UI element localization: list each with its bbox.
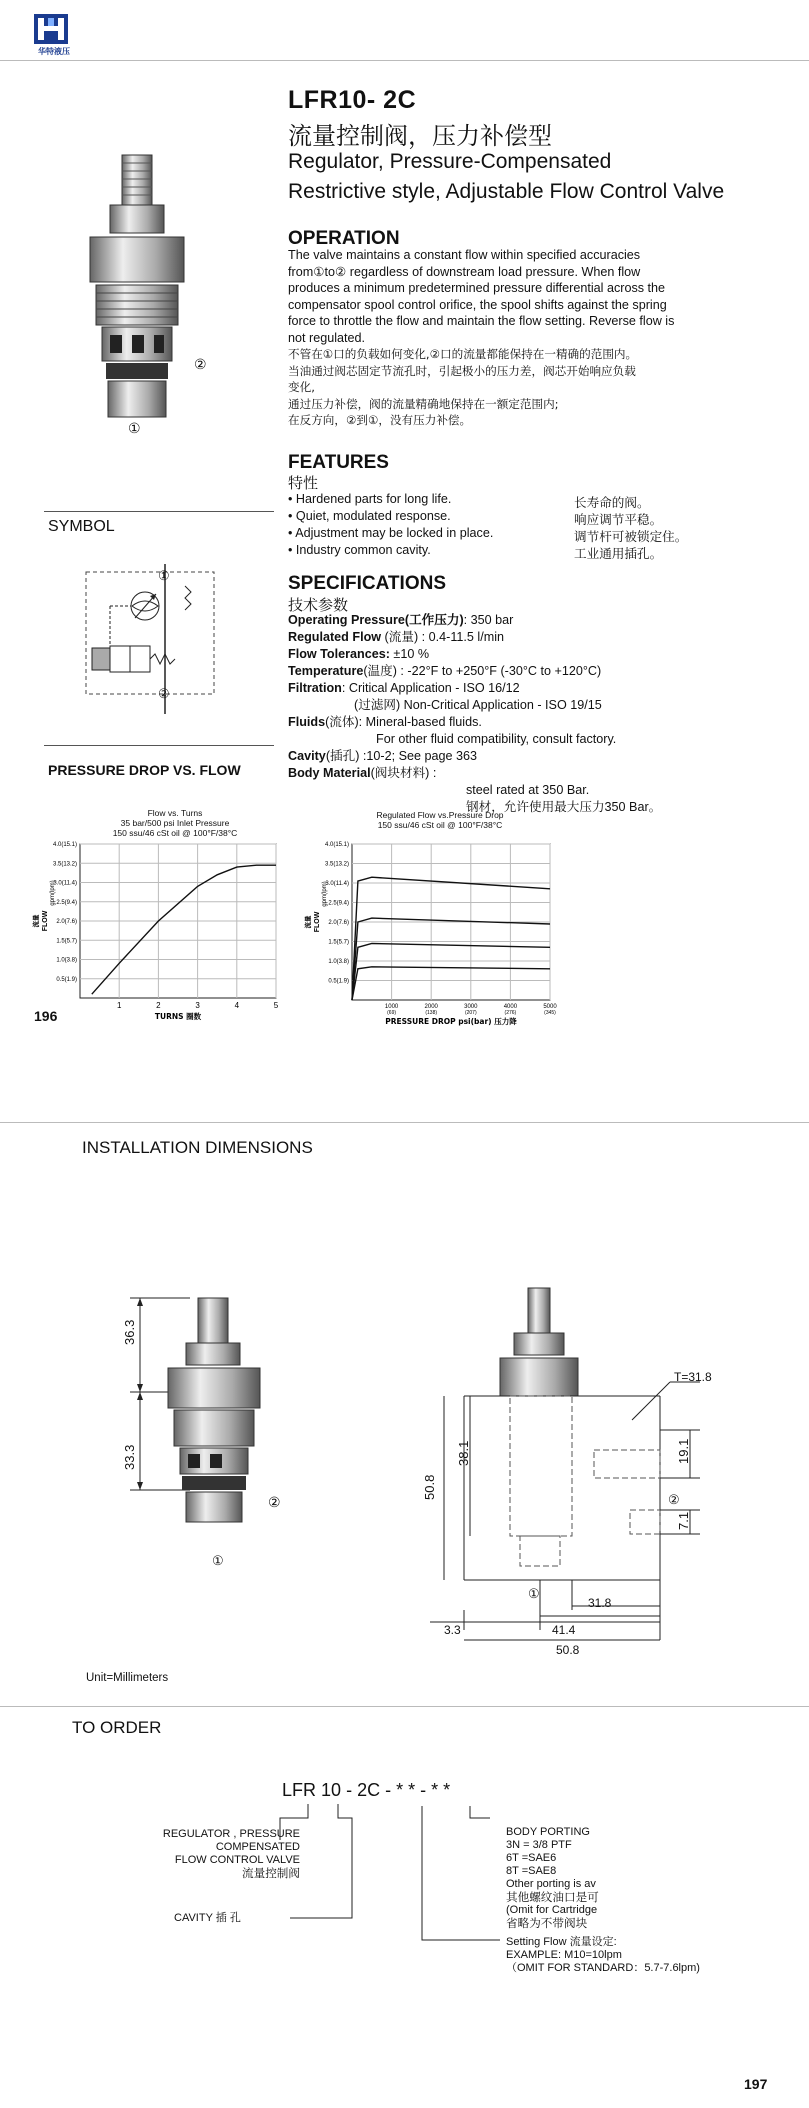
dim-50-8-vertical: 50.8 [422, 1474, 437, 1500]
spec-label: Fluids [288, 715, 326, 729]
y-tick-label: 0.5(1.9) [56, 976, 77, 983]
body-port-2: ② [668, 1492, 680, 1507]
dim-41-4: 41.4 [552, 1623, 576, 1637]
feature-item-cn: 调节杆可被锁定住。 [574, 529, 688, 544]
order-left-line: 流量控制阀 [242, 1866, 300, 1880]
y-tick-label: 1.0(3.8) [56, 957, 77, 964]
feature-item-cn: 响应调节平稳。 [574, 512, 663, 527]
spec-value: (温度) : -22°F to +250°F (-30°C to +120°C) [363, 664, 602, 678]
chart-2-title: Regulated Flow vs.Pressure Drop [376, 810, 504, 820]
page-number: 196 [34, 1008, 58, 1024]
x-tick-sublabel: (345) [544, 1010, 556, 1016]
port-1-label: ① [128, 420, 141, 436]
specifications-heading: SPECIFICATIONS [288, 573, 446, 594]
page-number-right: 197 [744, 2076, 768, 2092]
dim-31-8: 31.8 [588, 1596, 612, 1610]
chart-1-title: Flow vs. Turns [147, 808, 203, 818]
setting-example: EXAMPLE: M10=10lpm [506, 1949, 622, 1961]
porting-note: Other porting is av [506, 1878, 596, 1890]
x-tick-label: 2 [156, 1001, 161, 1010]
order-setting-block [506, 1936, 766, 1975]
y-tick-label: 3.0(11.4) [325, 881, 349, 887]
unit-note: Unit=Millimeters [86, 1672, 169, 1684]
y-axis-label-cn: 流量 [304, 915, 312, 929]
operation-line: from①to② regardless of downstream load pressure. When flow [288, 264, 641, 279]
x-tick-sublabel: (207) [464, 1010, 477, 1016]
operation-cn-line: 通过压力补偿，阀的流量精确地保持在一额定范围内; [288, 396, 559, 411]
specifications-list [288, 612, 661, 816]
feature-item: • Industry common cavity. [288, 543, 431, 557]
order-porting-block [506, 1826, 706, 1930]
y-tick-label: 1.5(5.7) [56, 938, 77, 945]
y-tick-label: 2.5(9.4) [328, 900, 349, 907]
dim-33-3: 33.3 [122, 1444, 137, 1470]
features-heading: FEATURES [288, 452, 389, 473]
x-tick-label: 1000 [384, 1004, 399, 1010]
y-tick-label: 3.0(11.4) [53, 880, 77, 887]
order-code [282, 1780, 450, 1801]
symbol-port-1: ① [158, 568, 170, 583]
series-line [352, 944, 550, 1001]
spec-value: ±10 % [389, 647, 430, 661]
y-tick-label: 4.0(15.1) [324, 842, 349, 848]
symbol-port-2: ② [158, 686, 170, 701]
dim-7-1: 7.1 [676, 1511, 691, 1530]
spec-value: : 350 bar [463, 613, 514, 627]
order-left-line: FLOW CONTROL VALVE [174, 1854, 300, 1866]
setting-heading: Setting Flow 流量设定: [506, 1936, 617, 1948]
operation-line: compensator spool control orifice, the spool shifts against the spring [288, 297, 667, 312]
x-axis-label: TURNS 圈数 [154, 1012, 202, 1021]
y-tick-label: 4.0(15.1) [52, 842, 77, 848]
dim-50-8-horizontal: 50.8 [556, 1643, 580, 1657]
order-code-prefix: LFR [282, 1780, 317, 1800]
y-axis-unit: gpm(lpm) [322, 881, 328, 907]
y-tick-label: 3.5(13.2) [52, 861, 77, 868]
features-list [288, 492, 518, 560]
x-tick-sublabel: (276) [504, 1010, 517, 1016]
x-tick-label: 5000 [543, 1004, 557, 1010]
order-code-size: 10 [321, 1780, 342, 1800]
chart-2-title-block [320, 810, 560, 830]
feature-item: • Adjustment may be locked in place. [288, 526, 494, 540]
chart-2-subtitle: 150 ssu/46 cSt oil @ 100°F/38°C [377, 820, 503, 830]
product-subtitle-en: Restrictive style, Adjustable Flow Control Valve [288, 180, 725, 203]
feature-item-cn: 工业通用插孔。 [574, 546, 663, 561]
x-tick-label: 1 [116, 1001, 122, 1010]
order-left-line: COMPENSATED [215, 1841, 300, 1853]
y-tick-label: 2.0(7.6) [56, 919, 77, 925]
spec-value: (插孔) :10-2; See page 363 [325, 749, 478, 763]
porting-option: 3N = 3/8 PTF [506, 1839, 572, 1851]
install-port-2: ② [268, 1494, 281, 1510]
operation-text [288, 247, 768, 429]
features-list-cn [574, 492, 724, 560]
operation-cn-line: 当油通过阀芯固定节流孔时，引起极小的压力差，阀芯开始响应负载 [288, 363, 636, 378]
order-cavity-label: CAVITY 插 孔 [174, 1912, 241, 1924]
porting-note: 其他螺纹油口是可 [506, 1890, 599, 1904]
y-tick-label: 1.5(5.7) [328, 939, 349, 946]
y-axis-label: FLOW [42, 910, 49, 932]
chart-1-title-block [60, 808, 290, 838]
flow-vs-turns-chart [28, 838, 288, 1028]
operation-line: The valve maintains a constant flow within specified accuracies [288, 248, 641, 262]
spec-label: Filtration [288, 681, 342, 695]
x-tick-sublabel: (69) [387, 1010, 397, 1016]
x-tick-label: 5 [273, 1001, 279, 1010]
x-tick-label: 3000 [464, 1004, 478, 1010]
operation-cn-line: 不管在①口的负载如何变化,②口的流量都能保持在一精确的范围内。 [288, 347, 638, 361]
logo-icon [34, 14, 68, 44]
x-axis-label: PRESSURE DROP psi(bar) 压力降 [385, 1017, 517, 1026]
chart-1-subtitle: 150 ssu/46 cSt oil @ 100°F/38°C [112, 828, 238, 838]
dim-19-1: 19.1 [676, 1438, 691, 1464]
install-port-1: ① [212, 1553, 224, 1568]
body-port-1: ① [528, 1586, 540, 1601]
valve-symbol [80, 564, 230, 714]
y-tick-label: 3.5(13.2) [324, 861, 349, 868]
spec-value: For other fluid compatibility, consult factory. [376, 732, 617, 746]
cartridge-dimension-drawing [110, 1280, 310, 1580]
spec-label: Operating Pressure(工作压力) [288, 613, 464, 627]
y-tick-label: 2.5(9.4) [56, 899, 77, 906]
to-order-heading: TO ORDER [72, 1718, 162, 1737]
series-line [352, 967, 550, 1000]
feature-item-cn: 长寿命的阀。 [574, 495, 650, 510]
spec-label: Flow Tolerances: [288, 647, 390, 661]
y-axis-label: FLOW [314, 911, 321, 933]
porting-option: 6T =SAE6 [506, 1852, 557, 1864]
body-dimension-drawing [400, 1280, 700, 1660]
y-tick-label: 2.0(7.6) [328, 920, 349, 926]
spec-value: : Critical Application - ISO 16/12 [341, 681, 520, 695]
dim-36-3: 36.3 [122, 1319, 137, 1345]
spec-value: (流体): Mineral-based fluids. [325, 715, 482, 729]
y-axis-unit: gpm(lpm) [50, 880, 56, 906]
logo-text: 华特液压 [38, 47, 70, 56]
spec-value: 钢材，允许使用最大压力350 Bar。 [466, 800, 662, 814]
series-line [352, 877, 550, 1000]
x-tick-label: 4 [234, 1001, 240, 1010]
features-heading-cn: 特性 [288, 474, 319, 492]
pressure-drop-heading: PRESSURE DROP VS. FLOW [48, 762, 241, 778]
spec-label: Regulated Flow [288, 630, 382, 644]
x-tick-sublabel: (138) [425, 1010, 438, 1016]
operation-cn-line: 在反方向，②到①，没有压力补偿。 [288, 413, 472, 427]
feature-item: • Quiet, modulated response. [288, 509, 451, 523]
product-image [70, 145, 240, 450]
porting-heading: BODY PORTING [506, 1826, 590, 1838]
y-axis-label-cn: 流量 [32, 914, 40, 928]
x-tick-label: 3 [195, 1001, 200, 1010]
regulated-flow-chart [290, 838, 560, 1038]
operation-line: force to throttle the flow and maintain the flow setting. Reverse flow is [288, 314, 675, 328]
operation-line: not regulated. [288, 330, 366, 345]
spec-value: (流量) : 0.4-11.5 l/min [381, 630, 504, 644]
y-tick-label: 1.0(3.8) [328, 959, 349, 965]
operation-line: produces a minimum predetermined pressure differential across the [288, 281, 666, 295]
spec-label: Body Material [288, 766, 371, 780]
dim-t: T=31.8 [674, 1370, 712, 1384]
order-left-line: REGULATOR , PRESSURE [162, 1828, 300, 1840]
spec-label: Temperature [288, 664, 364, 678]
series-line [352, 918, 550, 1000]
operation-cn-line: 变化, [288, 380, 315, 394]
porting-option: 8T =SAE8 [506, 1865, 557, 1877]
spec-label: Cavity [288, 749, 326, 763]
product-title-en: Regulator, Pressure-Compensated [288, 150, 612, 173]
chart-1-subtitle: 35 bar/500 psi Inlet Pressure [120, 818, 230, 828]
order-code-rest: - 2C - * * - * * [346, 1780, 451, 1800]
spec-value: (过滤网) Non-Critical Application - ISO 19/15 [354, 698, 602, 712]
x-tick-label: 2000 [424, 1004, 438, 1010]
dim-38-1: 38.1 [456, 1440, 471, 1466]
symbol-heading: SYMBOL [48, 518, 115, 535]
order-left-description [104, 1828, 300, 1880]
port-2-label: ② [194, 356, 207, 372]
operation-heading: OPERATION [288, 228, 400, 249]
porting-note: 省略为不带阀块 [506, 1916, 588, 1930]
feature-item: • Hardened parts for long life. [288, 492, 452, 506]
porting-note: (Omit for Cartridge [506, 1904, 598, 1916]
company-logo [14, 14, 94, 57]
installation-heading: INSTALLATION DIMENSIONS [82, 1138, 313, 1157]
product-code: LFR10- 2C [288, 86, 417, 114]
y-tick-label: 0.5(1.9) [328, 978, 349, 985]
specifications-heading-cn: 技术参数 [288, 596, 349, 614]
spec-value: steel rated at 350 Bar. [466, 783, 590, 797]
x-tick-label: 4000 [503, 1004, 518, 1010]
dim-3-3: 3.3 [444, 1623, 461, 1637]
setting-standard: （OMIT FOR STANDARD：5.7-7.6lpm) [506, 1962, 700, 1974]
product-title-cn: 流量控制阀，压力补偿型 [288, 122, 552, 150]
spec-value: (阀块材料) : [370, 766, 437, 780]
